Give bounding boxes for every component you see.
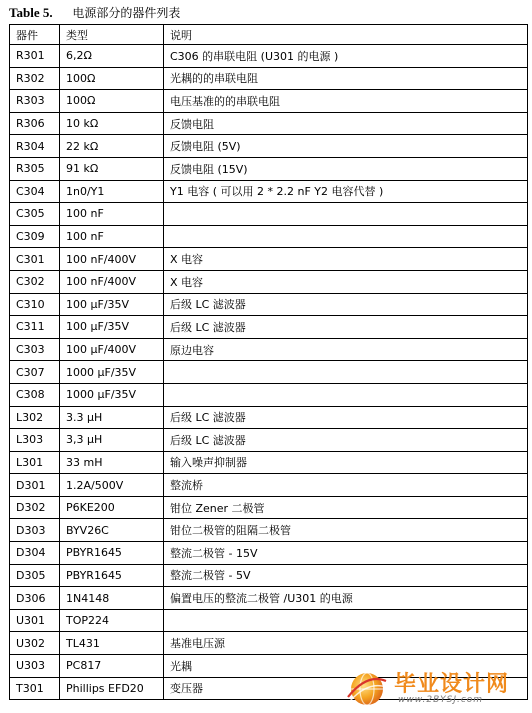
watermark bbox=[346, 665, 522, 709]
cell-type: PBYR1645 bbox=[60, 564, 164, 587]
cell-component: T301 bbox=[10, 677, 60, 700]
cell-description: 偏置电压的整流二极管 /U301 的电源 bbox=[164, 587, 528, 610]
cell-component: D302 bbox=[10, 496, 60, 519]
cell-description: 反馈电阻 (5V) bbox=[164, 135, 528, 158]
cell-description: 后级 LC 滤波器 bbox=[164, 406, 528, 429]
cell-type: 100 nF/400V bbox=[60, 270, 164, 293]
globe-logo-icon bbox=[346, 667, 388, 709]
cell-component: C305 bbox=[10, 203, 60, 226]
component-table bbox=[9, 24, 528, 700]
cell-description: 后级 LC 滤波器 bbox=[164, 316, 528, 339]
cell-component: D301 bbox=[10, 474, 60, 497]
table-row bbox=[10, 112, 528, 135]
table-body bbox=[10, 45, 528, 700]
cell-type: 1000 μF/35V bbox=[60, 383, 164, 406]
cell-description: C306 的串联电阻 (U301 的电源 ) bbox=[164, 45, 528, 68]
cell-type: 33 mH bbox=[60, 451, 164, 474]
cell-component: R303 bbox=[10, 90, 60, 113]
cell-type: 100 nF bbox=[60, 225, 164, 248]
cell-description: 后级 LC 滤波器 bbox=[164, 429, 528, 452]
cell-description: 钳位二极管的阻隔二极管 bbox=[164, 519, 528, 542]
cell-component: R302 bbox=[10, 67, 60, 90]
cell-type: TL431 bbox=[60, 632, 164, 655]
table-row bbox=[10, 609, 528, 632]
cell-type: 10 kΩ bbox=[60, 112, 164, 135]
table-row bbox=[10, 45, 528, 68]
cell-component: U301 bbox=[10, 609, 60, 632]
cell-component: C303 bbox=[10, 338, 60, 361]
table-row bbox=[10, 564, 528, 587]
table-row bbox=[10, 293, 528, 316]
cell-description: 电压基准的的串联电阻 bbox=[164, 90, 528, 113]
cell-component: U303 bbox=[10, 655, 60, 678]
table-row bbox=[10, 180, 528, 203]
table-row bbox=[10, 338, 528, 361]
table-row bbox=[10, 316, 528, 339]
cell-component: C309 bbox=[10, 225, 60, 248]
cell-description: X 电容 bbox=[164, 248, 528, 271]
table-row bbox=[10, 67, 528, 90]
table-row bbox=[10, 429, 528, 452]
cell-type: TOP224 bbox=[60, 609, 164, 632]
cell-type: Phillips EFD20 bbox=[60, 677, 164, 700]
header-cell-component: 器件 bbox=[10, 25, 60, 45]
table-row bbox=[10, 135, 528, 158]
cell-type: BYV26C bbox=[60, 519, 164, 542]
cell-component: R306 bbox=[10, 112, 60, 135]
cell-component: R305 bbox=[10, 157, 60, 180]
cell-description: X 电容 bbox=[164, 270, 528, 293]
header-cell-type: 类型 bbox=[60, 25, 164, 45]
table-row bbox=[10, 474, 528, 497]
cell-component: D305 bbox=[10, 564, 60, 587]
cell-description: 后级 LC 滤波器 bbox=[164, 293, 528, 316]
cell-type: P6KE200 bbox=[60, 496, 164, 519]
cell-component: L302 bbox=[10, 406, 60, 429]
table-row bbox=[10, 248, 528, 271]
cell-component: C304 bbox=[10, 180, 60, 203]
cell-type: 1000 μF/35V bbox=[60, 361, 164, 384]
table-row bbox=[10, 451, 528, 474]
cell-description bbox=[164, 609, 528, 632]
cell-type: 6,2Ω bbox=[60, 45, 164, 68]
cell-component: L303 bbox=[10, 429, 60, 452]
table-row bbox=[10, 203, 528, 226]
cell-component: C307 bbox=[10, 361, 60, 384]
cell-component: D303 bbox=[10, 519, 60, 542]
cell-description: 输入噪声抑制器 bbox=[164, 451, 528, 474]
cell-type: 100 nF bbox=[60, 203, 164, 226]
cell-description: 反馈电阻 bbox=[164, 112, 528, 135]
cell-type: 3.3 μH bbox=[60, 406, 164, 429]
cell-type: 100 nF/400V bbox=[60, 248, 164, 271]
cell-description: 光耦的的串联电阻 bbox=[164, 67, 528, 90]
cell-description: Y1 电容 ( 可以用 2 * 2.2 nF Y2 电容代替 ) bbox=[164, 180, 528, 203]
cell-component: C310 bbox=[10, 293, 60, 316]
watermark-title: 毕业设计网 bbox=[394, 672, 510, 697]
header-cell-description: 说明 bbox=[164, 25, 528, 45]
table-row bbox=[10, 361, 528, 384]
table-row bbox=[10, 587, 528, 610]
cell-type: 100 μF/400V bbox=[60, 338, 164, 361]
table-row bbox=[10, 542, 528, 565]
table-row bbox=[10, 90, 528, 113]
cell-type: 91 kΩ bbox=[60, 157, 164, 180]
cell-type: 1n0/Y1 bbox=[60, 180, 164, 203]
cell-component: C301 bbox=[10, 248, 60, 271]
caption-label: Table 5. bbox=[9, 5, 53, 20]
cell-component: C302 bbox=[10, 270, 60, 293]
cell-description bbox=[164, 361, 528, 384]
component-table-wrapper bbox=[9, 24, 527, 700]
cell-type: 1.2A/500V bbox=[60, 474, 164, 497]
cell-description: 整流二极管 - 5V bbox=[164, 564, 528, 587]
table-row bbox=[10, 519, 528, 542]
cell-description: 钳位 Zener 二极管 bbox=[164, 496, 528, 519]
cell-description: 原边电容 bbox=[164, 338, 528, 361]
table-row bbox=[10, 157, 528, 180]
table-row bbox=[10, 632, 528, 655]
cell-description: 整流二极管 - 15V bbox=[164, 542, 528, 565]
cell-description: 基准电压源 bbox=[164, 632, 528, 655]
cell-description bbox=[164, 203, 528, 226]
cell-type: 100 μF/35V bbox=[60, 293, 164, 316]
cell-type: PC817 bbox=[60, 655, 164, 678]
cell-description bbox=[164, 225, 528, 248]
cell-component: U302 bbox=[10, 632, 60, 655]
cell-description: 反馈电阻 (15V) bbox=[164, 157, 528, 180]
cell-description bbox=[164, 383, 528, 406]
cell-component: C308 bbox=[10, 383, 60, 406]
table-row bbox=[10, 496, 528, 519]
header-row bbox=[10, 25, 528, 45]
cell-description: 整流桥 bbox=[164, 474, 528, 497]
cell-type: 22 kΩ bbox=[60, 135, 164, 158]
cell-component: D306 bbox=[10, 587, 60, 610]
cell-description: 光耦 bbox=[164, 655, 528, 678]
table-row bbox=[10, 406, 528, 429]
cell-component: R301 bbox=[10, 45, 60, 68]
cell-type: PBYR1645 bbox=[60, 542, 164, 565]
cell-description: 变压器 bbox=[164, 677, 528, 700]
cell-component: L301 bbox=[10, 451, 60, 474]
table-row bbox=[10, 383, 528, 406]
table-row bbox=[10, 225, 528, 248]
cell-type: 100Ω bbox=[60, 90, 164, 113]
cell-type: 100Ω bbox=[60, 67, 164, 90]
cell-component: D304 bbox=[10, 542, 60, 565]
table-caption bbox=[9, 3, 180, 23]
table-row bbox=[10, 270, 528, 293]
watermark-url: www.2BYSJ.com bbox=[398, 695, 484, 705]
cell-component: C311 bbox=[10, 316, 60, 339]
cell-component: R304 bbox=[10, 135, 60, 158]
cell-type: 3,3 μH bbox=[60, 429, 164, 452]
cell-type: 100 μF/35V bbox=[60, 316, 164, 339]
cell-type: 1N4148 bbox=[60, 587, 164, 610]
caption-text: 电源部分的器件列表 bbox=[72, 6, 181, 20]
